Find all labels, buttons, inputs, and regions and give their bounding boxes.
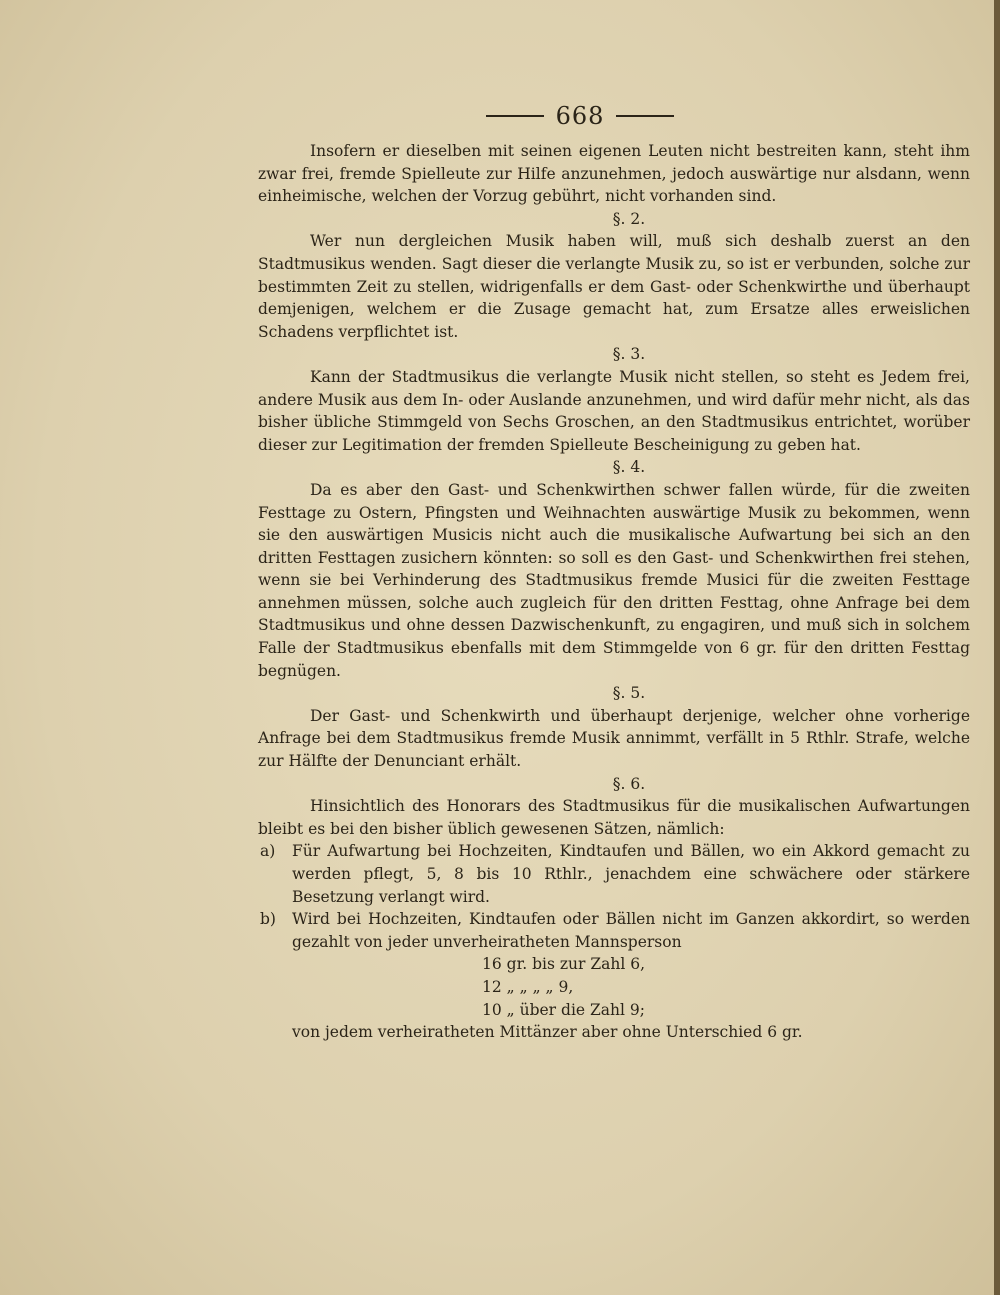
paragraph-1: Insofern er dieselben mit seinen eigenen Leuten nicht bestreiten kann, steht ihm zwar frei, fremde Spielleute zur Hilfe anzunehmen, jedoch auswärtige nur alsdann, wenn einheimische, welchen der Vorzug gebührt, nicht vorhanden sind. bbox=[258, 142, 970, 206]
list-item-a bbox=[258, 840, 970, 908]
section-heading-5: §. 5. bbox=[612, 684, 646, 703]
paragraph-6: Hinsichtlich des Honorars des Stadtmusikus für die musikalischen Aufwartungen bleibt es bei den bisher üblich gewesenen Sätzen, nämlich: bbox=[258, 797, 970, 838]
page-edge bbox=[994, 0, 1000, 1295]
final-line: von jedem verheiratheten Mittänzer aber ohne Unterschied 6 gr. bbox=[292, 1023, 803, 1042]
header-rule-left bbox=[486, 115, 544, 117]
list-label-a: a) bbox=[260, 842, 276, 861]
section-heading-4: §. 4. bbox=[612, 458, 646, 477]
paragraph-4: Da es aber den Gast- und Schenkwirthen schwer fallen würde, für die zweiten Festtage zu Ostern, Pfingsten und Weihnachten auswärtige Musik zu bekommen, wenn sie den auswärtigen Musicis nicht auch die musikalische Aufwartung bei sich an den dritten Festtagen zusichern könnten: so soll es den Gast- und Schenkwirthen frei stehen, wenn sie bei Verhinderung des Stadtmusikus fremde Musici für die zweiten Festtage annehmen müssen, solche auch zugleich für den dritten Festtag, ohne Anfrage bei dem Stadtmusikus und ohne dessen Dazwischenkunft, zu engagiren, und muß sich in solchem Falle der Stadtmusikus ebenfalls mit dem Stimmgelde von 6 gr. für den dritten Festtag begnügen. bbox=[258, 480, 970, 680]
list-text-b: Wird bei Hochzeiten, Kindtaufen oder Bällen nicht im Ganzen akkordirt, so werden gezahlt von jeder unverheiratheten Mannsperson bbox=[292, 910, 970, 951]
rate-line-2: 12 „ „ „ „ 9, bbox=[482, 977, 574, 996]
list-label-b: b) bbox=[260, 910, 276, 929]
section-heading-3: §. 3. bbox=[612, 345, 646, 364]
rate-table bbox=[482, 953, 970, 1021]
page-header bbox=[470, 102, 690, 130]
paragraph-3: Kann der Stadtmusikus die verlangte Musik nicht stellen, so steht es Jedem frei, andere Musik aus dem In- oder Auslande anzunehmen, und wird dafür mehr nicht, als das bisher übliche Stimmgeld von Sechs Groschen, an den Stadtmusikus entrichtet, worüber dieser zur Legitimation der fremden Spielleute Bescheinigung zu geben hat. bbox=[258, 367, 970, 454]
paragraph-2: Wer nun dergleichen Musik haben will, muß sich deshalb zuerst an den Stadtmusikus wenden. Sagt dieser die verlangte Musik zu, so ist er verbunden, solche zur bestimmten Zeit zu stellen, widrigenfalls er dem Gast- oder Schenkwirthe und überhaupt demjenigen, welchem er die Zusage gemacht hat, zum Ersatze alles erweislichen Schadens verpflichtet ist. bbox=[258, 232, 970, 341]
page-body bbox=[258, 140, 970, 1044]
rate-line-1: 16 gr. bis zur Zahl 6, bbox=[482, 955, 646, 974]
header-rule-right bbox=[616, 115, 674, 117]
section-heading-2: §. 2. bbox=[612, 209, 646, 228]
list-text-a: Für Aufwartung bei Hochzeiten, Kindtaufen und Bällen, wo ein Akkord gemacht zu werden pflegt, 5, 8 bis 10 Rthlr., jenachdem eine schwächere oder stärkere Besetzung verlangt wird. bbox=[292, 842, 970, 906]
paragraph-5: Der Gast- und Schenkwirth und überhaupt derjenige, welcher ohne vorherige Anfrage bei dem Stadtmusikus fremde Musik annimmt, verfällt in 5 Rthlr. Strafe, welche zur Hälfte der Denunciant erhält. bbox=[258, 706, 970, 771]
section-heading-6: §. 6. bbox=[612, 774, 646, 793]
rate-line-3: 10 „ über die Zahl 9; bbox=[482, 1000, 645, 1019]
page-number: 668 bbox=[555, 102, 605, 130]
list-item-b bbox=[258, 908, 970, 953]
